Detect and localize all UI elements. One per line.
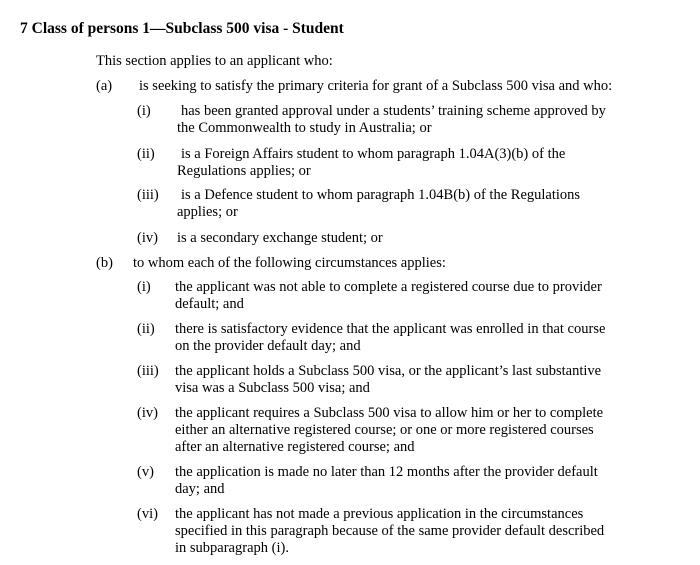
paragraph-a-line: is seeking to satisfy the primary criteria for grant of a Subclass 500 visa and who: bbox=[139, 78, 613, 94]
subparagraph-line: applies; or bbox=[177, 204, 238, 220]
subparagraph-line: is a Defence student to whom paragraph 1.04B(b) of the Regulations bbox=[181, 187, 581, 203]
subparagraph-line: the applicant has not made a previous application in the circumstances bbox=[175, 506, 584, 522]
paragraph-b-label: (b) bbox=[96, 255, 113, 271]
subparagraph-line: in subparagraph (i). bbox=[175, 540, 289, 556]
subparagraph-line: is a secondary exchange student; or bbox=[177, 230, 383, 246]
subparagraph-line: is a Foreign Affairs student to whom paragraph 1.04A(3)(b) of the bbox=[181, 146, 566, 162]
subparagraph-line: the applicant was not able to complete a registered course due to provider bbox=[175, 279, 602, 295]
subparagraph-line: on the provider default day; and bbox=[175, 338, 361, 354]
subparagraph-a-ii-text bbox=[177, 146, 565, 180]
subparagraph-b-i-text bbox=[175, 279, 602, 313]
subparagraph-b-v-label: (v) bbox=[137, 464, 154, 480]
subparagraph-b-v-text bbox=[175, 464, 598, 498]
section-intro: This section applies to an applicant who: bbox=[96, 53, 333, 69]
subparagraph-b-iv-text bbox=[175, 405, 603, 456]
subparagraph-line: there is satisfactory evidence that the applicant was enrolled in that course bbox=[175, 321, 606, 337]
subparagraph-line: the applicant requires a Subclass 500 visa to allow him or her to complete bbox=[175, 405, 604, 421]
subparagraph-line: the Commonwealth to study in Australia; or bbox=[177, 120, 432, 136]
paragraph-a-label: (a) bbox=[96, 78, 113, 94]
subparagraph-b-iii-label: (iii) bbox=[137, 363, 159, 379]
paragraph-b-text bbox=[133, 255, 446, 272]
subparagraph-line: Regulations applies; or bbox=[177, 163, 311, 179]
subparagraph-line: has been granted approval under a students’ training scheme approved by bbox=[181, 103, 606, 119]
paragraph-b-line: to whom each of the following circumstances applies: bbox=[133, 255, 446, 271]
subparagraph-a-iv-label: (iv) bbox=[137, 230, 158, 246]
subparagraph-b-iii-text bbox=[175, 363, 601, 397]
section-heading: 7 Class of persons 1—Subclass 500 visa - Student bbox=[20, 20, 344, 37]
subparagraph-b-vi-text bbox=[175, 506, 604, 557]
subparagraph-b-i-label: (i) bbox=[137, 279, 151, 295]
subparagraph-a-i-text bbox=[177, 103, 606, 137]
subparagraph-line: default; and bbox=[175, 296, 244, 312]
paragraph-a-text bbox=[139, 78, 612, 95]
subparagraph-a-i-label: (i) bbox=[137, 103, 151, 119]
subparagraph-b-vi-label: (vi) bbox=[137, 506, 158, 522]
subparagraph-line: specified in this paragraph because of the same provider default described bbox=[175, 523, 605, 539]
subparagraph-line: the applicant holds a Subclass 500 visa, or the applicant’s last substantive bbox=[175, 363, 602, 379]
subparagraph-line: day; and bbox=[175, 481, 225, 497]
subparagraph-a-ii-label: (ii) bbox=[137, 146, 155, 162]
subparagraph-line: after an alternative registered course; and bbox=[175, 439, 415, 455]
subparagraph-b-ii-text bbox=[175, 321, 605, 355]
subparagraph-a-iii-text bbox=[177, 187, 580, 221]
subparagraph-b-ii-label: (ii) bbox=[137, 321, 155, 337]
subparagraph-a-iv-text bbox=[177, 230, 383, 247]
subparagraph-b-iv-label: (iv) bbox=[137, 405, 158, 421]
subparagraph-line: the application is made no later than 12 months after the provider default bbox=[175, 464, 598, 480]
subparagraph-line: either an alternative registered course; or one or more registered courses bbox=[175, 422, 594, 438]
subparagraph-line: visa was a Subclass 500 visa; and bbox=[175, 380, 370, 396]
subparagraph-a-iii-label: (iii) bbox=[137, 187, 159, 203]
